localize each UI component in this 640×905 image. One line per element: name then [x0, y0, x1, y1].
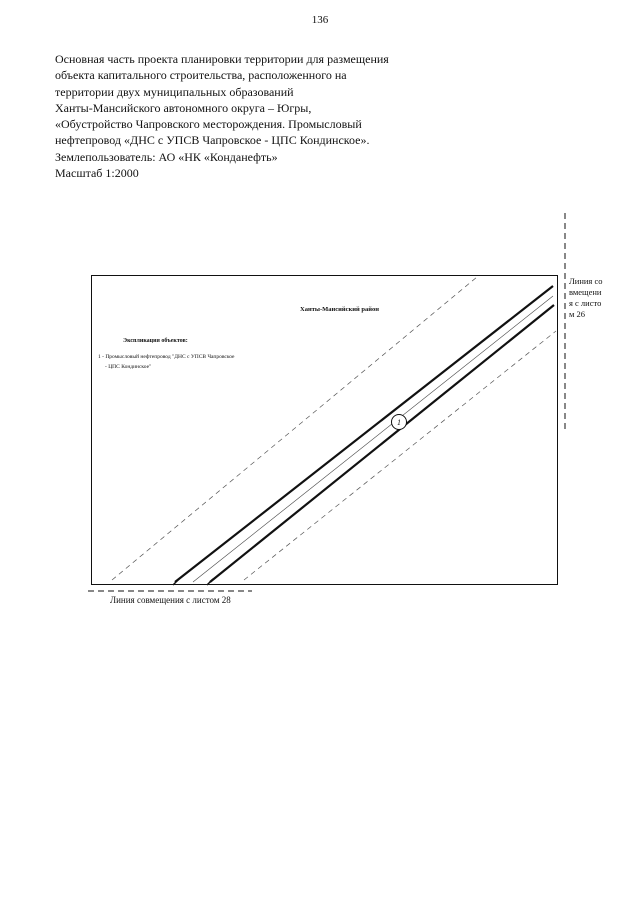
header-line: «Обустройство Чапровского месторождения. Промысловый — [55, 117, 362, 132]
legend-item-line: 1 - Промысловый нефтепровод "ДНС с УПСВ Чапровское — [98, 354, 235, 360]
header-line: Землепользователь: АО «НК «Конданефть» — [55, 149, 278, 164]
boundary-line-lower — [244, 331, 556, 580]
legend-item — [98, 352, 278, 372]
pipeline-axis — [193, 296, 553, 582]
side-match-label: Линия совмещения с листом 26 — [569, 276, 603, 319]
corridor-line-left — [175, 286, 553, 582]
header-line: Ханты-Мансийского автономного округа – Югры, — [55, 100, 312, 115]
header-line: нефтепровод «ДНС с УПСВ Чапровское - ЦПС Кондинское». — [55, 133, 370, 148]
boundary-line-upper — [112, 277, 477, 580]
map-title: Ханты-Мансийский район — [300, 306, 379, 313]
legend-title: Экспликация объектов: — [123, 338, 188, 344]
header-line: объекта капитального строительства, расположенного на — [55, 68, 347, 83]
page-number: 136 — [311, 14, 329, 26]
legend-item-line: - ЦПС Кондинское" — [105, 364, 152, 370]
header-line: Масштаб 1:2000 — [55, 166, 139, 181]
pipeline-number-marker: 1 — [391, 414, 407, 430]
bottom-match-label: Линия совмещения с листом 28 — [110, 595, 231, 605]
header-line: территории двух муниципальных образований — [55, 84, 294, 99]
header-line: Основная часть проекта планировки территории для размещения — [55, 52, 389, 66]
corridor-line-right — [210, 305, 554, 582]
